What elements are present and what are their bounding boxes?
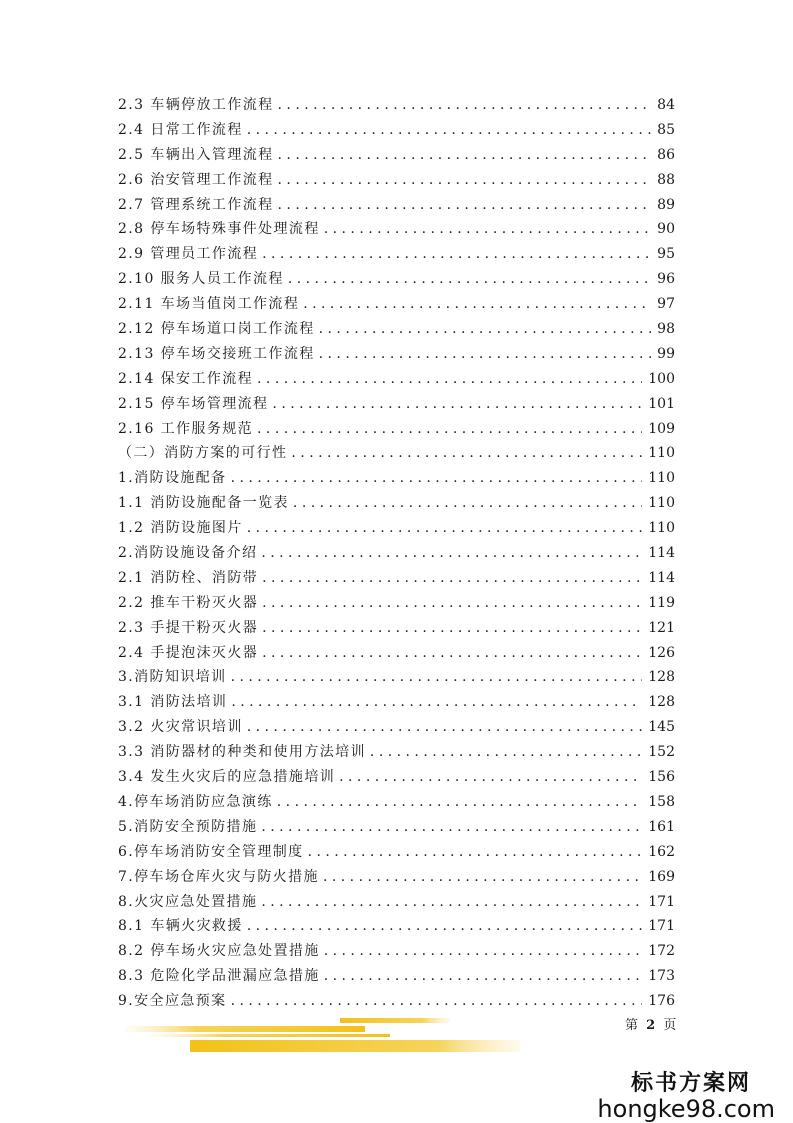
- toc-entry-page: 88: [657, 171, 675, 188]
- toc-entry-page: 161: [648, 818, 675, 835]
- toc-entry: [118, 940, 675, 965]
- toc-entry-page: 114: [648, 545, 675, 562]
- toc-entry-title: 8.火灾应急处置措施: [118, 893, 258, 910]
- toc-entry-page: 100: [648, 370, 675, 387]
- toc-entry: [118, 915, 675, 940]
- toc-dot-leader: [288, 271, 651, 287]
- page-number: [625, 1014, 678, 1033]
- toc-entry: [118, 218, 675, 243]
- toc-entry-title: 2.2 推车干粉灭火器: [118, 594, 259, 611]
- toc-entry-title: 2.6 治安管理工作流程: [118, 171, 274, 188]
- page-number-suffix: 页: [663, 1018, 679, 1033]
- toc-dot-leader: [261, 894, 642, 910]
- toc-entry: [118, 990, 675, 1015]
- toc-entry-page: 97: [657, 296, 675, 313]
- toc-entry: [118, 418, 675, 443]
- toc-entry-page: 84: [657, 97, 675, 113]
- toc-entry: [118, 318, 675, 343]
- toc-entry-title: 2.15 停车场管理流程: [118, 395, 269, 412]
- toc-entry: [118, 766, 675, 791]
- toc-dot-leader: [278, 97, 652, 113]
- toc-dot-leader: [319, 321, 652, 337]
- toc-entry-page: 85: [657, 121, 675, 138]
- toc-entry: [118, 393, 675, 418]
- toc-dot-leader: [278, 147, 652, 163]
- toc-entry: [118, 467, 675, 492]
- toc-entry: [118, 144, 675, 169]
- toc-entry: [118, 517, 675, 542]
- footer-bar: [125, 1026, 365, 1032]
- toc-dot-leader: [247, 520, 643, 536]
- toc-entry-title: 2.3 车辆停放工作流程: [118, 97, 274, 113]
- toc-entry: [118, 243, 675, 268]
- toc-entry-page: 128: [648, 669, 675, 686]
- toc-dot-leader: [262, 595, 642, 611]
- toc-entry-title: 2.4 手提泡沫灭火器: [118, 644, 259, 661]
- toc-entry-title: 2.11 车场当值岗工作流程: [118, 296, 300, 313]
- toc-dot-leader: [262, 645, 642, 661]
- toc-entry-page: 110: [648, 445, 675, 462]
- toc-entry-page: 121: [648, 619, 675, 636]
- toc-entry-title: 8.2 停车场火灾应急处置措施: [118, 943, 320, 960]
- toc-dot-leader: [261, 545, 642, 561]
- toc-entry-page: 110: [648, 520, 675, 537]
- toc-entry-title: 4.停车场消防应急演练: [118, 793, 273, 810]
- toc-dot-leader: [257, 421, 642, 437]
- toc-entry-page: 152: [648, 744, 675, 761]
- toc-entry-page: 114: [648, 569, 675, 586]
- toc-entry: [118, 891, 675, 916]
- toc-entry: [118, 492, 675, 517]
- toc-entry: [118, 866, 675, 891]
- toc-dot-leader: [303, 296, 651, 312]
- toc-entry: [118, 816, 675, 841]
- toc-dot-leader: [370, 744, 642, 760]
- toc-dot-leader: [247, 719, 643, 735]
- toc-dot-leader: [262, 246, 651, 262]
- watermark: [597, 1066, 775, 1123]
- toc-entry-page: 110: [648, 495, 675, 512]
- toc-entry: [118, 368, 675, 393]
- toc-entry-page: 158: [648, 793, 675, 810]
- toc-entry: [118, 716, 675, 741]
- toc-dot-leader: [262, 570, 642, 586]
- toc-entry-title: 7.停车场仓库火灾与防火措施: [118, 868, 319, 885]
- toc-entry-page: 145: [648, 719, 675, 736]
- toc-entry: [118, 965, 675, 990]
- toc-entry-page: 156: [648, 769, 675, 786]
- toc-entry-title: 8.3 危险化学品泄漏应急措施: [118, 968, 320, 985]
- toc-entry: [118, 169, 675, 194]
- footer-bar: [190, 1040, 520, 1052]
- toc-dot-leader: [339, 769, 642, 785]
- toc-entry-page: 110: [648, 470, 675, 487]
- toc-entry-title: 2.14 保安工作流程: [118, 370, 254, 387]
- toc-dot-leader: [231, 694, 642, 710]
- toc-entry-title: 8.1 车辆火灾救援: [118, 918, 243, 935]
- toc-dot-leader: [257, 371, 642, 387]
- toc-entry-page: 95: [657, 246, 675, 263]
- watermark-site-name: 标书方案网: [630, 1070, 751, 1096]
- toc-entry-title: 2.消防设施设备介绍: [118, 545, 258, 562]
- toc-entry-title: 2.12 停车场道口岗工作流程: [118, 321, 315, 338]
- toc-entry-title: 3.4 发生火灾后的应急措施培训: [118, 769, 336, 786]
- toc-entry: [118, 567, 675, 592]
- toc-dot-leader: [278, 172, 652, 188]
- toc-entry: [118, 542, 675, 567]
- toc-entry: [118, 841, 675, 866]
- toc-dot-leader: [319, 346, 652, 362]
- toc-dot-leader: [308, 844, 643, 860]
- footer-bar: [150, 1034, 390, 1037]
- toc-dot-leader: [262, 620, 642, 636]
- toc-entry-title: 2.7 管理系统工作流程: [118, 196, 274, 213]
- toc-entry-page: 169: [648, 868, 675, 885]
- toc-entry-page: 86: [657, 146, 675, 163]
- toc-dot-leader: [247, 122, 651, 138]
- toc-dot-leader: [247, 918, 643, 934]
- toc-entry-title: 2.1 消防栓、消防带: [118, 569, 259, 586]
- toc-entry-title: 2.3 手提干粉灭火器: [118, 619, 259, 636]
- toc-entry: [118, 791, 675, 816]
- toc-entry-title: 3.消防知识培训: [118, 669, 227, 686]
- toc-entry-title: 1.1 消防设施配备一览表: [118, 495, 289, 512]
- toc-entry-page: 101: [648, 395, 675, 412]
- toc-entry-page: 109: [648, 420, 675, 437]
- toc-dot-leader: [293, 495, 642, 511]
- table-of-contents: [118, 94, 675, 1015]
- toc-entry-page: 90: [657, 221, 675, 238]
- toc-entry-page: 176: [648, 993, 675, 1010]
- toc-entry-page: 171: [648, 893, 675, 910]
- page-number-prefix: 第: [625, 1018, 641, 1033]
- toc-entry-title: 6.停车场消防安全管理制度: [118, 843, 304, 860]
- toc-entry: [118, 194, 675, 219]
- toc-dot-leader: [272, 396, 642, 412]
- toc-entry-page: 99: [657, 345, 675, 362]
- toc-dot-leader: [278, 197, 652, 213]
- toc-entry-title: 1.2 消防设施图片: [118, 520, 243, 537]
- toc-entry: [118, 691, 675, 716]
- toc-entry-page: 162: [648, 843, 675, 860]
- toc-entry-title: 2.9 管理员工作流程: [118, 246, 259, 263]
- toc-dot-leader: [231, 669, 643, 685]
- toc-entry-title: 3.3 消防器材的种类和使用方法培训: [118, 744, 366, 761]
- toc-dot-leader: [324, 943, 643, 959]
- toc-entry-title: （二）消防方案的可行性: [118, 445, 288, 462]
- toc-dot-leader: [324, 221, 651, 237]
- toc-entry: [118, 343, 675, 368]
- toc-entry-page: 119: [648, 594, 675, 611]
- page-number-value: 2: [646, 1018, 658, 1033]
- toc-entry: [118, 268, 675, 293]
- watermark-url: hongke98.com: [597, 1095, 775, 1123]
- toc-entry-title: 2.13 停车场交接班工作流程: [118, 345, 315, 362]
- toc-dot-leader: [231, 993, 643, 1009]
- toc-dot-leader: [231, 470, 643, 486]
- toc-entry: [118, 666, 675, 691]
- toc-entry-page: 173: [648, 968, 675, 985]
- toc-entry-page: 128: [648, 694, 675, 711]
- toc-entry-title: 2.16 工作服务规范: [118, 420, 254, 437]
- toc-entry: [118, 592, 675, 617]
- toc-entry-title: 2.4 日常工作流程: [118, 121, 243, 138]
- toc-entry: [118, 119, 675, 144]
- toc-dot-leader: [261, 819, 642, 835]
- toc-entry-title: 1.消防设施配备: [118, 470, 227, 487]
- toc-dot-leader: [277, 794, 643, 810]
- toc-entry-page: 96: [657, 271, 675, 288]
- toc-entry: [118, 741, 675, 766]
- toc-entry-title: 2.5 车辆出入管理流程: [118, 146, 274, 163]
- toc-entry-title: 2.10 服务人员工作流程: [118, 271, 284, 288]
- toc-entry: [118, 94, 675, 119]
- toc-entry-title: 9.安全应急预案: [118, 993, 227, 1010]
- toc-entry-title: 3.2 火灾常识培训: [118, 719, 243, 736]
- toc-entry-page: 126: [648, 644, 675, 661]
- toc-entry-page: 172: [648, 943, 675, 960]
- toc-entry: [118, 642, 675, 667]
- toc-dot-leader: [324, 968, 643, 984]
- toc-entry: [118, 442, 675, 467]
- toc-entry-title: 3.1 消防法培训: [118, 694, 228, 711]
- toc-entry: [118, 617, 675, 642]
- footer-bar: [340, 1018, 450, 1023]
- toc-entry-page: 171: [648, 918, 675, 935]
- toc-entry: [118, 293, 675, 318]
- toc-entry-title: 5.消防安全预防措施: [118, 818, 258, 835]
- toc-entry-page: 89: [657, 196, 675, 213]
- toc-entry-title: 2.8 停车场特殊事件处理流程: [118, 221, 320, 238]
- toc-dot-leader: [323, 869, 642, 885]
- toc-entry-page: 98: [657, 321, 675, 338]
- toc-dot-leader: [291, 445, 642, 461]
